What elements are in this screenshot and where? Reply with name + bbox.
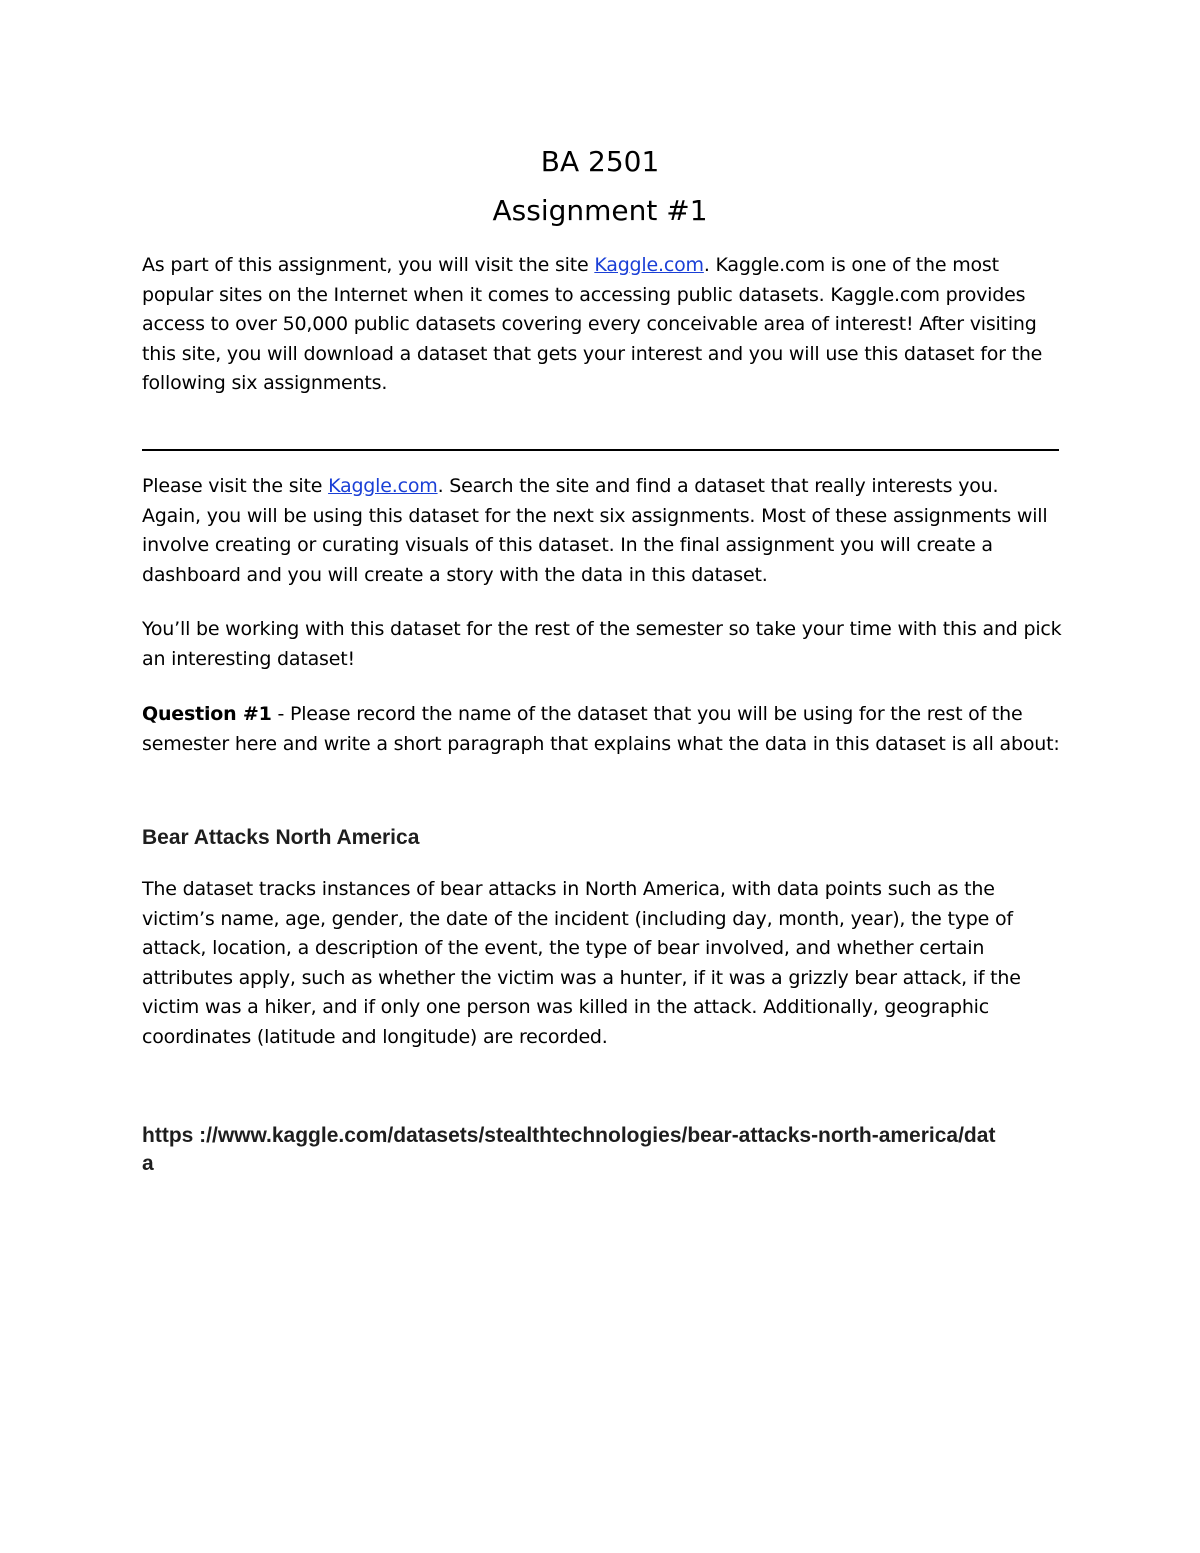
question-paragraph	[142, 700, 1062, 759]
semester-note-paragraph: You’ll be working with this dataset for the rest of the semester so take your time with this and pick an interesting dataset!	[142, 618, 1062, 670]
kaggle-link-instructions[interactable]: Kaggle.com	[328, 475, 438, 497]
course-title: BA 2501	[540, 145, 660, 178]
instructions-text-start: Please visit the site	[142, 475, 329, 497]
instructions-paragraph	[142, 472, 1062, 590]
intro-text-start: As part of this assignment, you will visit the site	[142, 254, 595, 276]
kaggle-link[interactable]: Kaggle.com	[594, 254, 704, 276]
intro-text-end: . Kaggle.com is one of the most popular sites on the Internet when it comes to accessing public datasets. Kaggle.com provides access to over 50,000 public datasets covering every conceivable area of interest! After visiting this site, you will download a dataset that gets your interest and you will use this dataset for the following six assignments.	[142, 254, 1043, 394]
dataset-url: https ://www.kaggle.com/datasets/stealthtechnologies/bear-attacks-north-america/data	[142, 1124, 996, 1175]
section-divider	[142, 449, 1059, 451]
instructions-text-end: . Search the site and find a dataset that really interests you. Again, you will be using this dataset for the next six assignments. Most of these assignments will involve creating or curating visuals of this dataset. In the final assignment you will create a dashboard and you will create a story with the data in this dataset.	[142, 475, 1048, 586]
assignment-title: Assignment #1	[492, 194, 708, 227]
dataset-name-heading: Bear Attacks North America	[142, 826, 420, 849]
dataset-description: The dataset tracks instances of bear attacks in North America, with data points such as the victim’s name, age, gender, the date of the incident (including day, month, year), the type of attack, location, a description of the event, the type of bear involved, and whether certain attributes apply, such as whether the victim was a hunter, if it was a grizzly bear attack, if the victim was a hiker, and if only one person was killed in the attack. Additionally, geographic coordinates (latitude and longitude) are recorded.	[142, 878, 1021, 1048]
intro-paragraph	[142, 251, 1062, 399]
question-label: Question #1	[142, 703, 272, 725]
question-text: - Please record the name of the dataset that you will be using for the rest of the semester here and write a short paragraph that explains what the data in this dataset is all about:	[142, 703, 1060, 755]
